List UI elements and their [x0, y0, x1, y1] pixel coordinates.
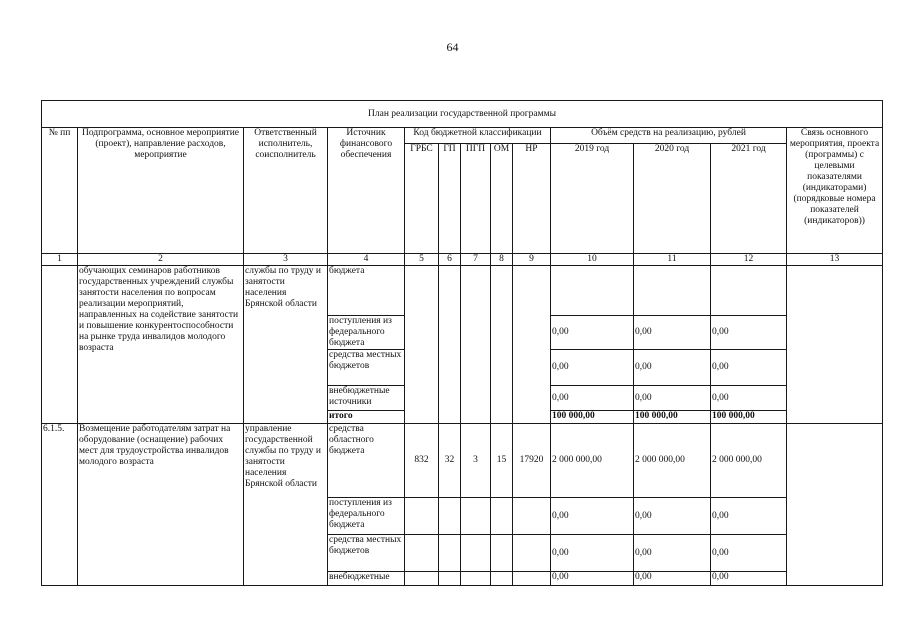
budget-plan-table-wrapper — [41, 100, 882, 586]
amount-2021: 0,00 — [711, 316, 787, 350]
budget-plan-table — [41, 100, 883, 586]
total-2021: 100 000,00 — [711, 411, 787, 424]
funding-source: поступления из федерального бюджета — [328, 498, 405, 535]
col-number: 11 — [634, 254, 711, 266]
code-om: 15 — [491, 424, 513, 498]
code-np: 17920 — [513, 424, 551, 498]
measure-executor: службы по труду и занятости населения Брянской области — [244, 266, 328, 424]
row-num — [42, 266, 78, 424]
amount-2020 — [634, 266, 711, 316]
amount-2021: 0,00 — [711, 572, 787, 586]
measure-description: Возмещение работодателям затрат на оборудование (оснащение) рабочих мест для трудоустройства инвалидов молодого возраста — [78, 424, 244, 586]
page-number: 64 — [446, 40, 459, 54]
amount-2019: 0,00 — [551, 386, 634, 411]
amount-2021: 0,00 — [711, 535, 787, 572]
amount-2020: 0,00 — [634, 316, 711, 350]
header-2021: 2021 год — [711, 144, 787, 254]
col-number: 5 — [405, 254, 439, 266]
col-number: 13 — [787, 254, 883, 266]
header-np: НР — [513, 144, 551, 254]
col-number: 8 — [491, 254, 513, 266]
indicator-link — [787, 266, 883, 424]
amount-2021: 0,00 — [711, 350, 787, 386]
header-funds: Объём средств на реализацию, рублей — [551, 128, 787, 144]
header-source: Источник финансового обеспечения — [328, 128, 405, 254]
amount-2019: 0,00 — [551, 572, 634, 586]
funding-source-total: итого — [328, 411, 405, 424]
col-number: 2 — [78, 254, 244, 266]
col-number: 7 — [461, 254, 491, 266]
header-grbs: ГРБС — [405, 144, 439, 254]
header-2020: 2020 год — [634, 144, 711, 254]
funding-source: поступления из федерального бюджета — [328, 316, 405, 350]
table-title: План реализации государственной программы — [42, 101, 883, 128]
code-pgp: 3 — [461, 424, 491, 498]
header-link: Связь основного мероприятия, проекта (программы) с целевыми показателями (индикаторами) (порядковые номера показателей (индикаторов)) — [787, 128, 883, 254]
code-gp: 32 — [439, 424, 461, 498]
col-number: 6 — [439, 254, 461, 266]
measure-description: обучающих семинаров работников государственных учреждений службы занятости населения по вопросам реализации мероприятий, направленных на содействие занятости и повышение конкурентоспособности на рынке труда инвалидов молодого возраста — [78, 266, 244, 424]
amount-2019: 0,00 — [551, 316, 634, 350]
amount-2021 — [711, 266, 787, 316]
amount-2020: 2 000 000,00 — [634, 424, 711, 498]
table-row — [42, 266, 883, 316]
amount-2019: 0,00 — [551, 350, 634, 386]
amount-2020: 0,00 — [634, 535, 711, 572]
col-number: 4 — [328, 254, 405, 266]
amount-2021: 2 000 000,00 — [711, 424, 787, 498]
amount-2021: 0,00 — [711, 386, 787, 411]
col-number: 3 — [244, 254, 328, 266]
header-subprogram: Подпрограмма, основное мероприятие (проект), направление расходов, мероприятие — [78, 128, 244, 254]
amount-2020: 0,00 — [634, 498, 711, 535]
funding-source: бюджета — [328, 266, 405, 316]
header-om: ОМ — [491, 144, 513, 254]
amount-2019 — [551, 266, 634, 316]
funding-source: внебюджетные источники — [328, 386, 405, 411]
table-row — [42, 424, 883, 498]
measure-executor: управление государственной службы по труду и занятости населения Брянской области — [244, 424, 328, 586]
total-2020: 100 000,00 — [634, 411, 711, 424]
col-number: 12 — [711, 254, 787, 266]
col-number: 1 — [42, 254, 78, 266]
amount-2020: 0,00 — [634, 386, 711, 411]
row-num: 6.1.5. — [42, 424, 78, 586]
header-executor: Ответственный исполнитель, соисполнитель — [244, 128, 328, 254]
header-budget-code: Код бюджетной классификации — [405, 128, 551, 144]
funding-source: внебюджетные — [328, 572, 405, 586]
funding-source: средства местных бюджетов — [328, 535, 405, 572]
header-2019: 2019 год — [551, 144, 634, 254]
col-number: 9 — [513, 254, 551, 266]
amount-2021: 0,00 — [711, 498, 787, 535]
amount-2019: 0,00 — [551, 498, 634, 535]
header-pgp: ПГП — [461, 144, 491, 254]
amount-2019: 0,00 — [551, 535, 634, 572]
indicator-link — [787, 424, 883, 586]
code-grbs: 832 — [405, 424, 439, 498]
funding-source: средства местных бюджетов — [328, 350, 405, 386]
header-num: № пп — [42, 128, 78, 254]
amount-2019: 2 000 000,00 — [551, 424, 634, 498]
funding-source: средства областного бюджета — [328, 424, 405, 498]
amount-2020: 0,00 — [634, 572, 711, 586]
total-2019: 100 000,00 — [551, 411, 634, 424]
col-number: 10 — [551, 254, 634, 266]
header-gp: ГП — [439, 144, 461, 254]
amount-2020: 0,00 — [634, 350, 711, 386]
